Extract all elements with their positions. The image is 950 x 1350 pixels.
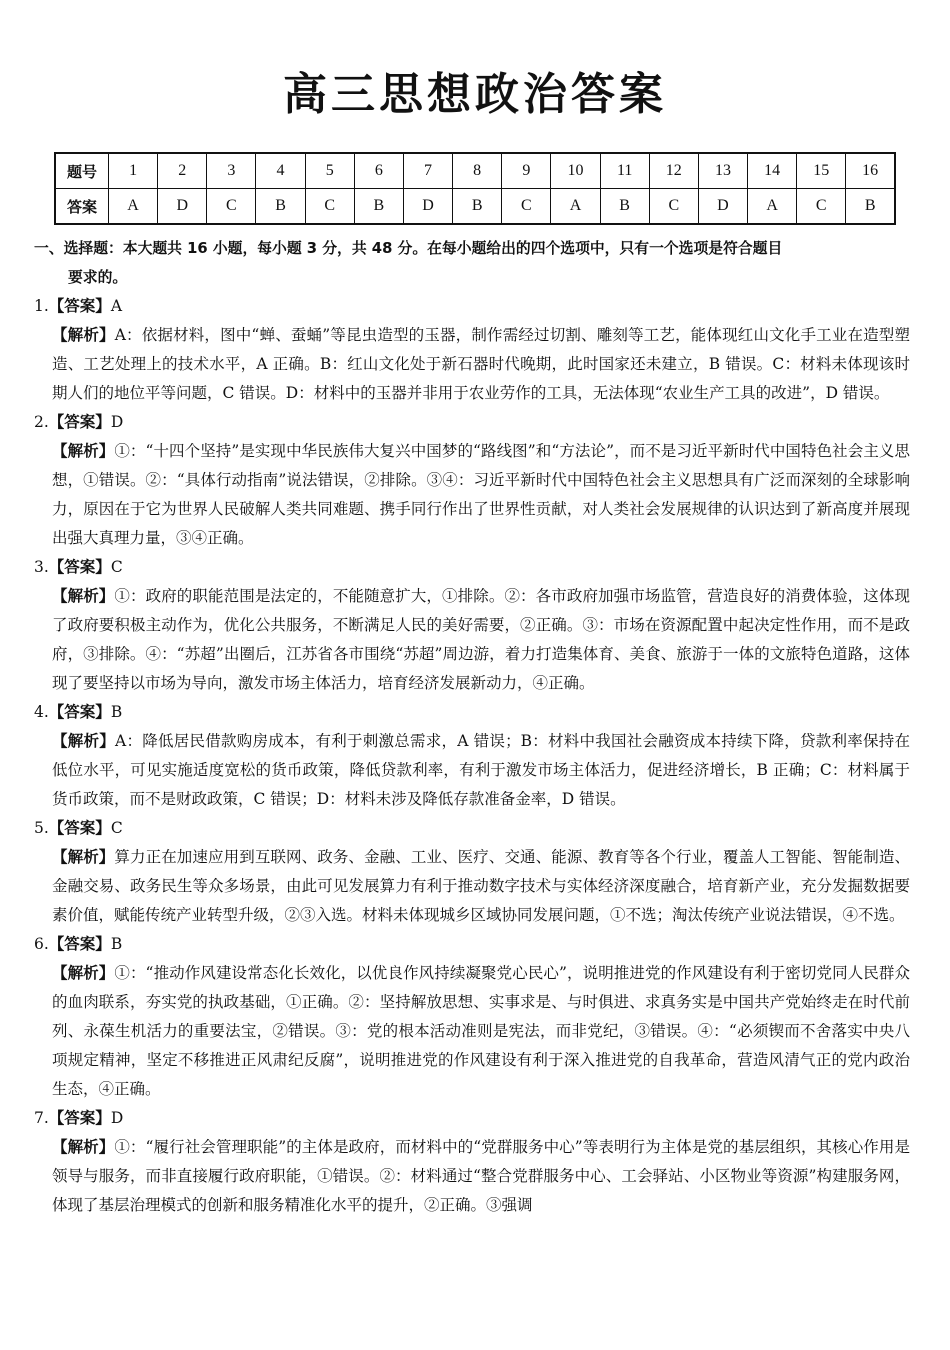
question-number-header: 题号 [55,153,109,189]
question-number-cell: 11 [600,153,649,189]
question-number-cell: 12 [649,153,698,189]
question-explanation [34,437,910,553]
explanation-tag: 【解析】 [52,964,115,982]
question-number-cell: 7 [403,153,452,189]
question-number: 2. [34,413,49,431]
answer-letter-cell: C [305,189,354,225]
explanation-text: A：依据材料，图中“蝉、蚕蛹”等昆虫造型的玉器，制作需经过切割、雕刻等工艺，能体现红山文化手工业在造型塑造、工艺处理上的技术水平，A 正确。B：红山文化处于新石器时代晚期，此时国家还未建立，B 错误。C：材料未体现该时期人们的地位平等问题，C 错误。D：材料中的玉器并非用于农业劳作的工具，无法体现“农业生产工具的改进”，D 错误。 [52,326,910,402]
explanation-tag: 【解析】 [52,1138,115,1156]
question-number-row [55,153,895,189]
question-number: 3. [34,558,49,576]
question-explanation [34,321,910,408]
question-item [34,553,910,698]
question-number-cell: 10 [551,153,600,189]
answer-tag: 【答案】 [48,297,111,315]
answer-tag: 【答案】 [48,819,111,837]
answer-key-table [54,152,896,225]
question-number-cell: 14 [748,153,797,189]
explanation-text: ①：“履行社会管理职能”的主体是政府，而材料中的“党群服务中心”等表明行为主体是党的基层组织，其核心作用是领导与服务，而非直接履行政府职能，①错误。②：材料通过“整合党群服务中心、工会驿站、小区物业等资源”构建服务网，体现了基层治理模式的创新和服务精准化水平的提升，②正确。③强调 [52,1138,910,1214]
question-item [34,1104,910,1220]
answer-letter-cell: D [158,189,207,225]
question-answer-line [34,814,910,843]
question-number-cell: 2 [158,153,207,189]
explanation-text: 算力正在加速应用到互联网、政务、金融、工业、医疗、交通、能源、教育等各个行业，覆盖人工智能、智能制造、金融交易、政务民生等众多场景，由此可见发展算力有利于推动数字技术与实体经济深度融合，培育新产业，充分发掘数据要素价值，赋能传统产业转型升级，②③入选。材料未体现城乡区域协同发展问题，①不选；淘汰传统产业说法错误，④不选。 [52,848,910,924]
explanation-text: ①：政府的职能范围是法定的，不能随意扩大，①排除。②：各市政府加强市场监管，营造良好的消费体验，这体现了政府要积极主动作为，优化公共服务，不断满足人民的美好需要，②正确。③：市场在资源配置中起决定性作用，而不是政府，③排除。④：“苏超”出圈后，江苏省各市围绕“苏超”周边游，着力打造集体育、美食、旅游于一体的文旅特色道路，这体现了要坚持以市场为导向，激发市场主体活力，培育经济发展新动力，④正确。 [52,587,910,692]
answer-tag: 【答案】 [48,703,111,721]
answer-letter-cell: A [551,189,600,225]
answer-letter: D [110,413,124,431]
question-answer-line [34,930,910,959]
answer-letter-cell: C [207,189,256,225]
answer-tag: 【答案】 [48,1109,111,1127]
question-number-cell: 6 [354,153,403,189]
question-answer-line [34,698,910,727]
question-item [34,292,910,408]
section-heading [34,234,910,292]
question-number: 7. [34,1109,49,1127]
answer-letter-cell: B [600,189,649,225]
question-explanation [34,1133,910,1220]
question-answer-line [34,1104,910,1133]
answer-letter-cell: A [748,189,797,225]
question-number-cell: 4 [256,153,305,189]
answer-letter-cell: B [256,189,305,225]
explanation-text: A：降低居民借款购房成本，有利于刺激总需求，A 错误；B：材料中我国社会融资成本持续下降，贷款利率保持在低位水平，可见实施适度宽松的货币政策，降低贷款利率，有利于激发市场主体活力，促进经济增长，B 正确；C：材料属于货币政策，而不是财政政策，C 错误；D：材料未涉及降低存款准备金率，D 错误。 [52,732,910,808]
answer-header: 答案 [55,189,109,225]
explanation-tag: 【解析】 [52,732,116,750]
question-item [34,408,910,553]
question-answer-line [34,553,910,582]
page-title: 高三思想政治答案 [283,69,667,120]
question-number: 4. [34,703,49,721]
question-number-cell: 13 [698,153,747,189]
answer-letter: C [110,819,123,837]
question-item [34,698,910,814]
question-number-cell: 1 [109,153,158,189]
answer-letter-cell: B [453,189,502,225]
answer-letter-cell: D [698,189,747,225]
question-explanation [34,959,910,1104]
explanation-tag: 【解析】 [52,848,115,866]
answer-letter: A [110,297,123,315]
section-heading-text: 一、选择题：本大题共 16 小题，每小题 3 分，共 48 分。在每小题给出的四个选项中，只有一个选项是符合题目 [34,240,783,257]
explanation-text: ①：“十四个坚持”是实现中华民族伟大复兴中国梦的“路线图”和“方法论”，而不是习近平新时代中国特色社会主义思想，①错误。②：“具体行动指南”说法错误，②排除。③④：习近平新时代中国特色社会主义思想具有广泛而深刻的全球影响力，原因在于它为世界人民破解人类共同难题、携手同行作出了世界性贡献，对人类社会发展规律的认识达到了新高度并展现出强大真理力量，③④正确。 [52,442,910,547]
answer-tag: 【答案】 [48,413,111,431]
question-answer-line [34,408,910,437]
question-item [34,814,910,930]
question-list [34,292,910,1220]
answer-letter-cell: A [109,189,158,225]
question-explanation [34,843,910,930]
question-number-cell: 3 [207,153,256,189]
answer-letter-cell: C [502,189,551,225]
question-number: 1. [34,297,49,315]
explanation-tag: 【解析】 [52,587,115,605]
question-number: 5. [34,819,49,837]
answer-letter-cell: C [649,189,698,225]
answer-letter-cell: C [797,189,846,225]
answer-letter: C [110,558,123,576]
explanations-body [34,234,910,1220]
explanation-tag: 【解析】 [52,442,115,460]
question-number-cell: 15 [797,153,846,189]
answer-tag: 【答案】 [48,935,111,953]
question-number-cell: 5 [305,153,354,189]
explanation-tag: 【解析】 [52,326,115,344]
question-number-cell: 9 [502,153,551,189]
explanation-text: ①：“推动作风建设常态化长效化，以优良作风持续凝聚党心民心”，说明推进党的作风建设有利于密切党同人民群众的血肉联系，夯实党的执政基础，①正确。②：坚持解放思想、实事求是、与时俱进、求真务实是中国共产党始终走在时代前列、永葆生机活力的重要法宝，②错误。③：党的根本活动准则是宪法，而非党纪，③错误。④：“必须锲而不舍落实中央八项规定精神，坚定不移推进正风肃纪反腐”，说明推进党的作风建设有利于深入推进党的自我革命，营造风清气正的党内政治生态，④正确。 [52,964,910,1098]
question-explanation [34,582,910,698]
question-number-cell: 8 [453,153,502,189]
answer-tag: 【答案】 [48,558,111,576]
question-answer-line [34,292,910,321]
answer-letter-cell: B [354,189,403,225]
answer-letter-cell: D [403,189,452,225]
answer-letter-row [55,189,895,225]
answer-letter-cell: B [846,189,895,225]
section-heading-continuation: 要求的。 [68,269,128,286]
question-explanation [34,727,910,814]
answer-letter: B [110,935,123,953]
question-item [34,930,910,1104]
answer-letter: D [110,1109,124,1127]
question-number-cell: 16 [846,153,895,189]
question-number: 6. [34,935,49,953]
answer-letter: B [110,703,123,721]
